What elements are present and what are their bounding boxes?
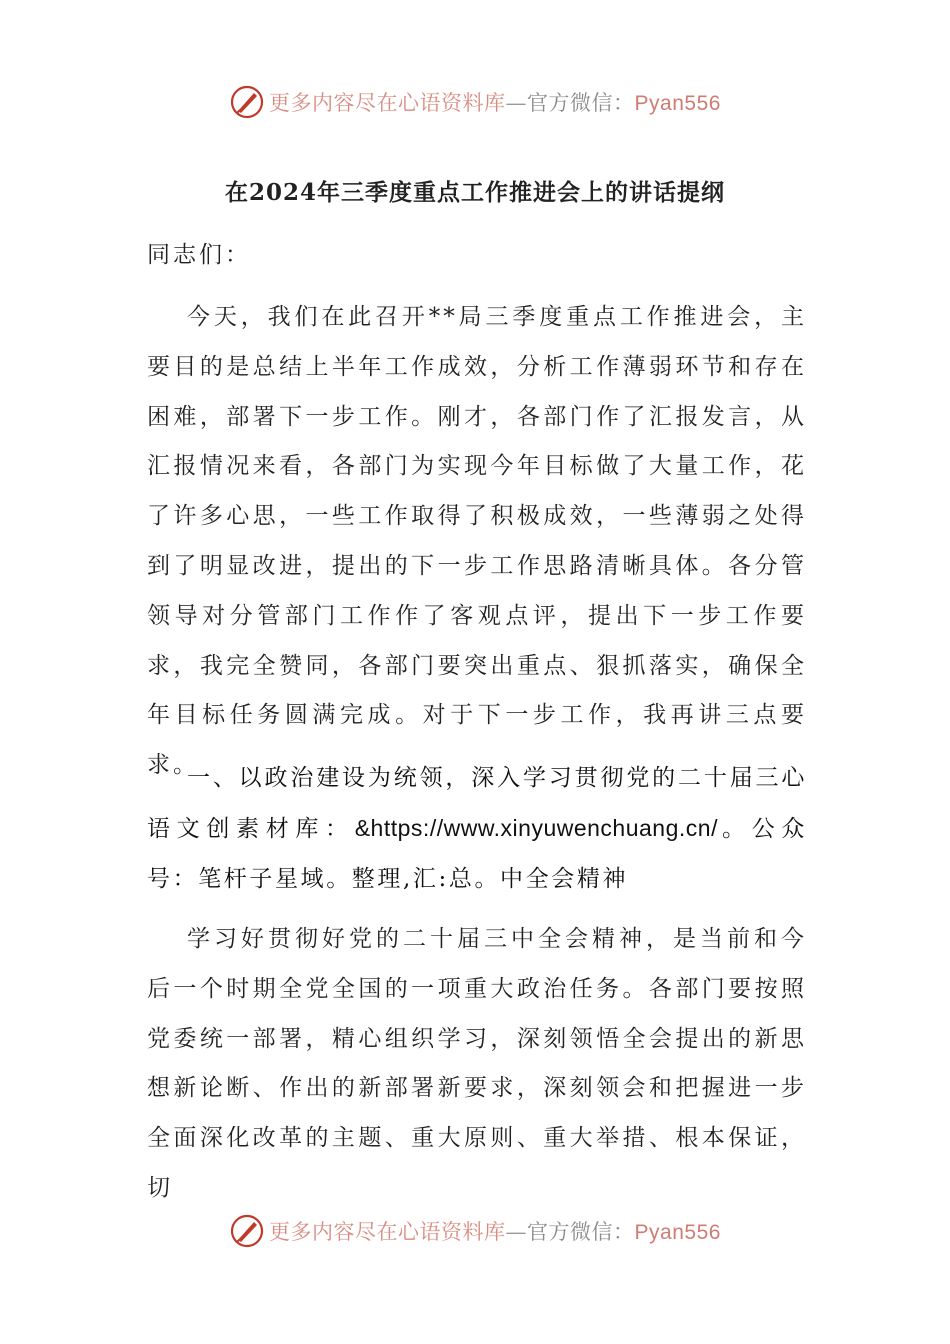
watermark-wechat-id: Pyan556: [634, 92, 721, 115]
section-heading-1-part2: 。公众号：笔杆子星域。整理,汇:总。中全会精神: [147, 815, 807, 892]
quill-logo-icon: [229, 84, 265, 120]
watermark-wechat-label: 官方微信：: [527, 1220, 635, 1244]
section-heading-1: [147, 754, 807, 904]
section-heading-1-part1: 一、以政治建设为统领，深入学习贯彻党的二十届三心语文创素材库：: [147, 765, 807, 842]
intro-block: [147, 293, 807, 791]
watermark-wechat-label: 官方微信：: [527, 91, 635, 115]
section-heading-block: [147, 754, 807, 904]
quill-logo-icon: [229, 1213, 265, 1249]
intro-paragraph: 今天，我们在此召开**局三季度重点工作推进会，主要目的是总结上半年工作成效，分析工作薄弱环节和存在困难，部署下一步工作。刚才，各部门作了汇报发言，从汇报情况来看，各部门为实现今年目标做了大量工作，花了许多心思，一些工作取得了积极成效，一些薄弱之处得到了明显改进，提出的下一步工作思路清晰具体。各分管领导对分管部门工作作了客观点评，提出下一步工作要求，我完全赞同，各部门要突出重点、狠抓落实，确保全年目标任务圆满完成。对于下一步工作，我再讲三点要求。: [147, 304, 807, 779]
watermark-footer: [0, 1211, 950, 1251]
watermark-text-group: [269, 1216, 721, 1246]
watermark-dash: —: [505, 91, 528, 115]
watermark-text: 更多内容尽在心语资料库: [269, 91, 506, 115]
source-url-link[interactable]: &https://www.xinyuwenchuang.cn/: [354, 814, 718, 841]
watermark-dash: —: [505, 1220, 528, 1244]
watermark-text: 更多内容尽在心语资料库: [269, 1220, 506, 1244]
body-block-1: [147, 915, 807, 1214]
document-body: [147, 231, 807, 281]
watermark-text-group: [269, 87, 721, 117]
watermark-header: [0, 82, 950, 122]
watermark-wechat-id: Pyan556: [634, 1221, 721, 1244]
salutation: 同志们：: [147, 242, 251, 268]
document-title: 在2024年三季度重点工作推进会上的讲话提纲: [224, 179, 725, 206]
body-paragraph-1: 学习好贯彻好党的二十届三中全会精神，是当前和今后一个时期全党全国的一项重大政治任务。各部门要按照党委统一部署，精心组织学习，深刻领悟全会提出的新思想新论断、作出的新部署新要求，深刻领会和把握进一步全面深化改革的主题、重大原则、重大举措、根本保证，切: [147, 926, 807, 1201]
